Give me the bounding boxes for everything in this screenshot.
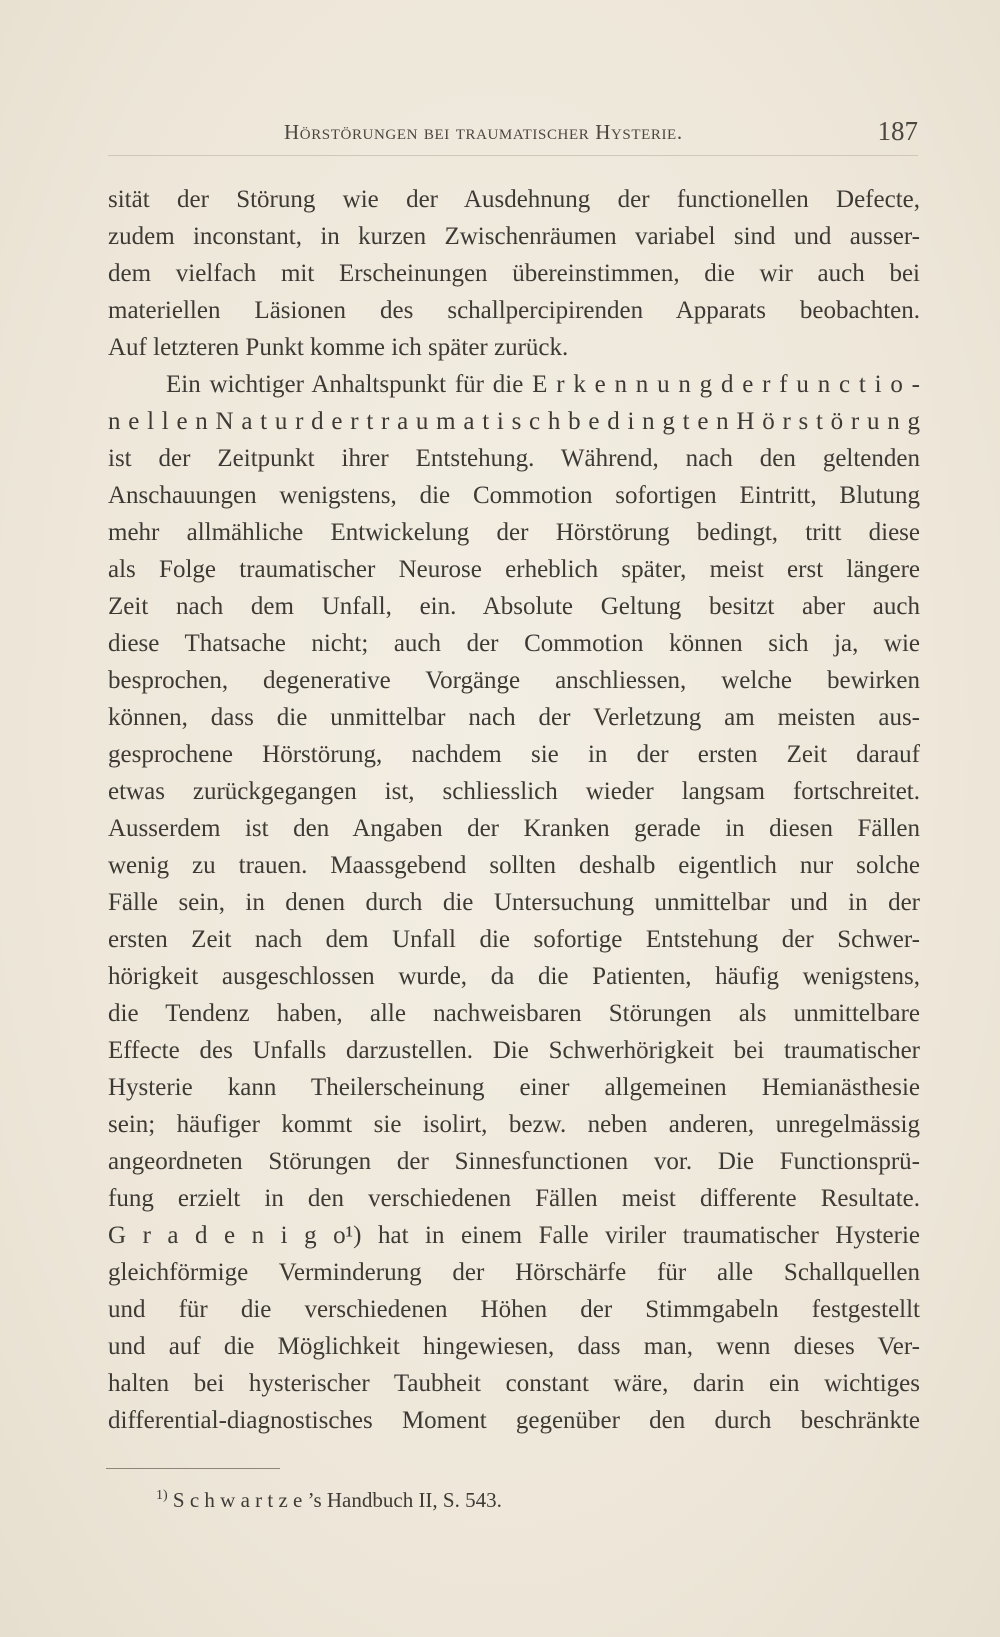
- footnote-text: S c h w a r t z e ’s Handbuch II, S. 543.: [172, 1488, 502, 1512]
- text-line: besprochen, degenerative Vorgänge anschliessen, welche bewirken: [108, 667, 920, 694]
- running-head: Hörstörungen bei traumatischer Hysterie.: [284, 120, 683, 144]
- text-line: wenig zu trauen. Maassgebend sollten deshalb eigentlich nur solche: [108, 852, 920, 879]
- text-line: sein; häufiger kommt sie isolirt, bezw. neben anderen, unregelmässig: [108, 1111, 920, 1138]
- footnote: [156, 1488, 502, 1513]
- text-line: gesprochene Hörstörung, nachdem sie in der ersten Zeit darauf: [108, 741, 920, 768]
- page-number: 187: [877, 116, 918, 146]
- text-line: mehr allmähliche Entwickelung der Hörstörung bedingt, tritt diese: [108, 519, 920, 546]
- text-line: n e l l e n N a t u r d e r t r a u m a t i s c h b e d i n g t e n H ö r s t ö r u n g: [108, 408, 920, 435]
- text-line: etwas zurückgegangen ist, schliesslich wieder langsam fortschreitet.: [108, 778, 920, 805]
- text-line: Ein wichtiger Anhaltspunkt für die E r k e n n u n g d e r f u n c t i o -: [166, 371, 920, 398]
- text-line: zudem inconstant, in kurzen Zwischenräumen variabel sind und ausser-: [108, 223, 920, 250]
- text-line: angeordneten Störungen der Sinnesfunctionen vor. Die Functionsprü-: [108, 1148, 920, 1175]
- body-text: [108, 181, 920, 1439]
- text-line: ersten Zeit nach dem Unfall die sofortige Entstehung der Schwer-: [108, 926, 920, 953]
- text-line: und für die verschiedenen Höhen der Stimmgabeln festgestellt: [108, 1296, 920, 1323]
- text-line: die Tendenz haben, alle nachweisbaren Störungen als unmittelbare: [108, 1000, 920, 1027]
- text-line: als Folge traumatischer Neurose erheblich später, meist erst längere: [108, 556, 920, 583]
- text-line: Anschauungen wenigstens, die Commotion sofortigen Eintritt, Blutung: [108, 482, 920, 509]
- text-line: materiellen Läsionen des schallpercipirenden Apparats beobachten.: [108, 297, 920, 324]
- text-line: Ausserdem ist den Angaben der Kranken gerade in diesen Fällen: [108, 815, 920, 842]
- text-line: hörigkeit ausgeschlossen wurde, da die Patienten, häufig wenigstens,: [108, 963, 920, 990]
- text-line: sität der Störung wie der Ausdehnung der functionellen Defecte,: [108, 186, 920, 213]
- text-line: gleichförmige Verminderung der Hörschärfe für alle Schallquellen: [108, 1259, 920, 1286]
- text-line: ist der Zeitpunkt ihrer Entstehung. Während, nach den geltenden: [108, 445, 920, 472]
- text-line: Hysterie kann Theilerscheinung einer allgemeinen Hemianästhesie: [108, 1074, 920, 1101]
- text-line: dem vielfach mit Erscheinungen übereinstimmen, die wir auch bei: [108, 260, 920, 287]
- footnote-marker: 1): [156, 1488, 168, 1503]
- text-line: Fälle sein, in denen durch die Untersuchung unmittelbar und in der: [108, 889, 920, 916]
- footnote-rule: [106, 1468, 280, 1469]
- text-line: können, dass die unmittelbar nach der Verletzung am meisten aus-: [108, 704, 920, 731]
- text-line: Effecte des Unfalls darzustellen. Die Schwerhörigkeit bei traumatischer: [108, 1037, 920, 1064]
- page-header: [108, 114, 918, 154]
- text-line: diese Thatsache nicht; auch der Commotion können sich ja, wie: [108, 630, 920, 657]
- text-line: differential-diagnostisches Moment gegenüber den durch beschränkte: [108, 1407, 920, 1434]
- header-rule: [108, 155, 918, 156]
- text-line: und auf die Möglichkeit hingewiesen, dass man, wenn dieses Ver-: [108, 1333, 920, 1360]
- text-line: G r a d e n i g o¹) hat in einem Falle viriler traumatischer Hysterie: [108, 1222, 920, 1249]
- text-line: Auf letzteren Punkt komme ich später zurück.: [108, 334, 569, 361]
- text-line: halten bei hysterischer Taubheit constant wäre, darin ein wichtiges: [108, 1370, 920, 1397]
- text-line: Zeit nach dem Unfall, ein. Absolute Geltung besitzt aber auch: [108, 593, 920, 620]
- text-line: fung erzielt in den verschiedenen Fällen meist differente Resultate.: [108, 1185, 920, 1212]
